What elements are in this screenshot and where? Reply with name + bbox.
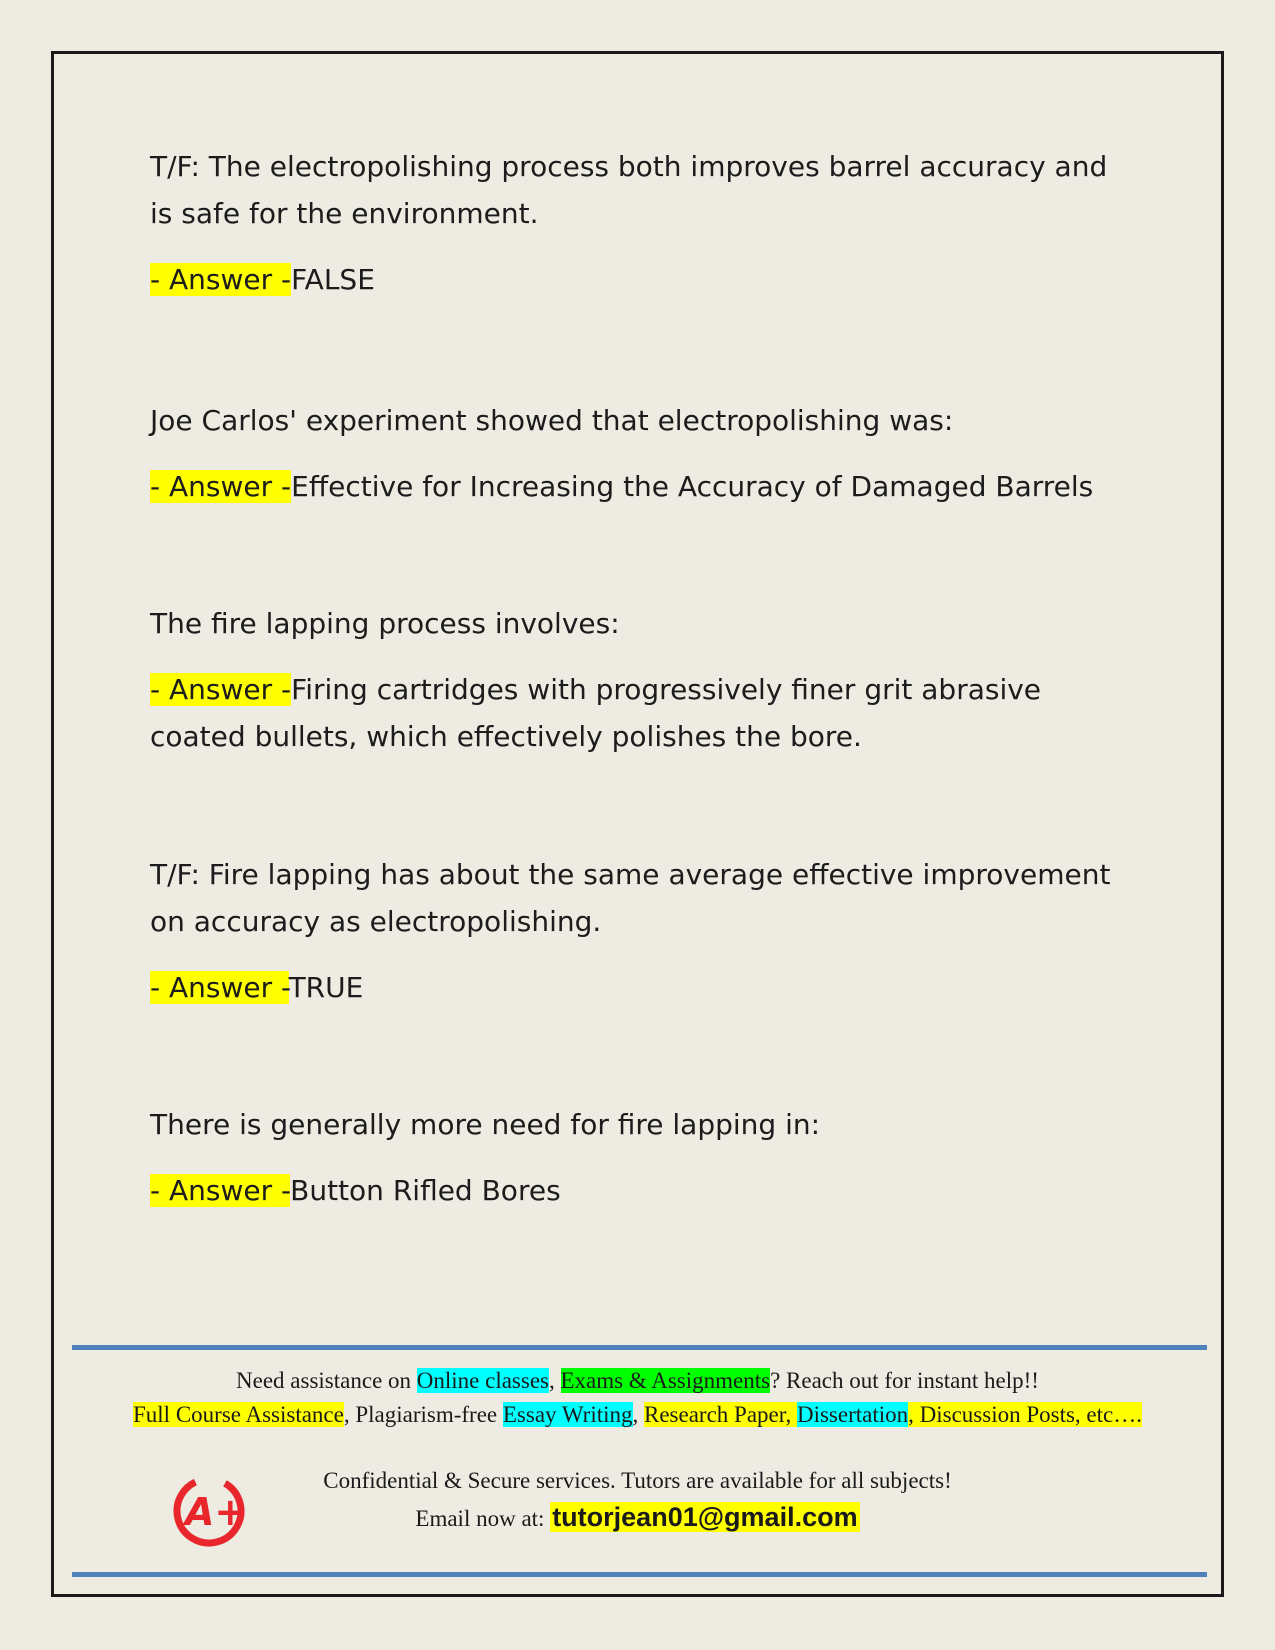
answer-text: FALSE [291, 263, 375, 296]
answer-marker: - Answer - [150, 470, 292, 503]
answer-marker: - Answer - [150, 971, 289, 1004]
answer-text: Firing cartridges with progressively finer grit abrasive coated bullets, which effectively polishes the bore. [150, 673, 1042, 753]
answer-text: Button Rifled Bores [290, 1174, 561, 1207]
qa-item [150, 397, 1130, 510]
email-label: Email now at: [415, 1506, 551, 1531]
footer-email-line [0, 1502, 1275, 1533]
footer-line-2 [0, 1402, 1275, 1428]
answer-marker: - Answer - [150, 673, 292, 706]
full-course-highlight: Full Course Assistance [133, 1402, 344, 1427]
essay-writing-highlight: Essay Writing [502, 1402, 633, 1427]
answer-line [150, 463, 1130, 510]
footer-bottom-rule [72, 1572, 1207, 1577]
question-text: Joe Carlos' experiment showed that electropolishing was: [150, 404, 954, 437]
answer-marker: - Answer - [150, 1174, 291, 1207]
online-classes-highlight: Online classes [416, 1368, 549, 1393]
answer-marker: - Answer - [150, 263, 292, 296]
dissertation-highlight: Dissertation [796, 1402, 909, 1427]
logo-text: A+ [185, 1490, 247, 1534]
footer-text: , Plagiarism-free [343, 1402, 503, 1427]
footer-text: , [549, 1368, 561, 1393]
answer-line [150, 666, 1130, 760]
footer-line-3: Confidential & Secure services. Tutors are available for all subjects! [323, 1468, 952, 1493]
footer-text: , [632, 1402, 644, 1427]
question-text: T/F: Fire lapping has about the same average effective improvement on accuracy as electropolishing. [150, 858, 1111, 938]
qa-item [150, 143, 1130, 303]
question-text: The fire lapping process involves: [150, 607, 620, 640]
answer-line [150, 1167, 1130, 1214]
qa-item [150, 851, 1130, 1011]
discussion-posts-highlight: , Discussion Posts, etc…. [908, 1402, 1142, 1427]
answer-line [150, 256, 1130, 303]
footer-text: Need assistance on [236, 1368, 417, 1393]
footer-line-1 [0, 1368, 1275, 1394]
question-text: There is generally more need for fire lapping in: [150, 1108, 821, 1141]
footer-text: ? Reach out for instant help!! [770, 1368, 1039, 1393]
email-link[interactable]: tutorjean01@gmail.com [552, 1502, 858, 1532]
question-text: T/F: The electropolishing process both improves barrel accuracy and is safe for the environment. [150, 150, 1108, 230]
qa-item [150, 1101, 1130, 1214]
answer-text: TRUE [288, 971, 364, 1004]
answer-text: Effective for Increasing the Accuracy of Damaged Barrels [291, 470, 1094, 503]
answer-line [150, 964, 1130, 1011]
research-paper-highlight: Research Paper, [644, 1402, 797, 1427]
exams-highlight: Exams & Assignments [560, 1368, 771, 1393]
footer-top-rule [72, 1345, 1207, 1350]
qa-item [150, 600, 1130, 760]
